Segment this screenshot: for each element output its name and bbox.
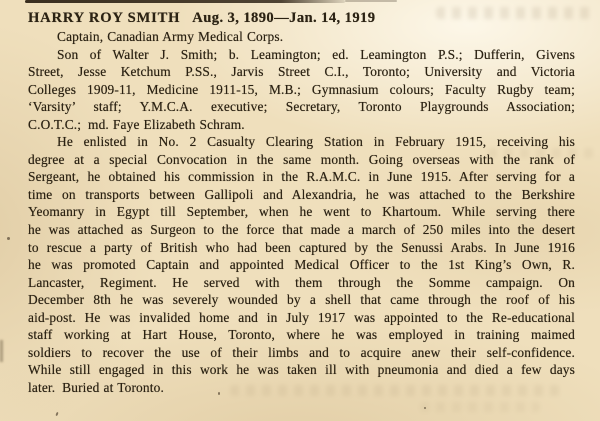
entry-heading <box>28 9 575 28</box>
bleedthrough-ghost-text <box>420 402 540 412</box>
text-line: Lancaster, Regiment. He served with them through the Somme campaign. On <box>28 274 575 290</box>
text-line: he was promoted Captain and appointed Medical Officer to the 1st King’s Own, R. <box>28 257 575 273</box>
text-line: Colleges 1909-11, Medicine 1911-15, M.B.; Gymnasium colours; Faculty Rugby team; <box>28 81 575 97</box>
text-line: staff working at Hart House, Toronto, where he was employed in training maimed <box>28 327 575 343</box>
ink-speck <box>7 237 10 240</box>
text-line: aid-post. He was invalided home and in July 1917 was appointed to the Re-educational <box>28 309 575 325</box>
entry-text-lines <box>28 28 575 396</box>
entry-dates: Aug. 3, 1890—Jan. 14, 1919 <box>192 10 376 26</box>
text-line: later. Buried at Toronto. <box>28 379 164 395</box>
text-line: ‘Varsity’ staff; Y.M.C.A. executive; Secretary, Toronto Playgrounds Association; <box>28 99 575 115</box>
text-line: While still engaged in this work he was taken ill with pneumonia and died a few days <box>28 362 575 378</box>
entry-body <box>28 9 575 396</box>
text-line: soldiers to recover the use of their limbs and to acquire anew their self-confidence. <box>28 344 575 360</box>
text-line: Yeomanry in Egypt till September, when he went to Khartoum. While serving there <box>28 204 575 220</box>
text-line: Street, Jesse Ketchum P.SS., Jarvis Street C.I., Toronto; University and Victoria <box>28 64 575 80</box>
text-line: December 8th he was severely wounded by a shell that came through the roof of his <box>28 292 575 308</box>
text-line: to rescue a party of British who had been captured by the Senussi Arabs. In June 1916 <box>28 239 575 255</box>
ink-speck <box>55 412 58 416</box>
text-line: time on transports between Gallipoli and Alexandria, he was attached to the Berkshire <box>28 186 575 202</box>
ink-speck <box>424 407 426 409</box>
entry-name: HARRY ROY SMITH <box>28 10 181 26</box>
text-line: Sergeant, he obtained his commission in the R.A.M.C. in June 1915. After serving for a <box>28 169 575 185</box>
text-line: degree at a special Convocation in the same month. Going overseas with the rank of <box>28 151 575 167</box>
scan-artifact-top-bar-tail <box>345 0 397 2</box>
text-line: he was attached as Surgeon to the force that made a march of 250 miles into the desert <box>28 222 575 238</box>
scan-artifact-top-bar <box>25 0 345 3</box>
text-line: Son of Walter J. Smith; b. Leamington; ed. Leamington P.S.; Dufferin, Givens <box>57 46 575 62</box>
text-line: Captain, Canadian Army Medical Corps. <box>57 29 284 44</box>
text-line: He enlisted in No. 2 Casualty Clearing Station in February 1915, receiving his <box>57 134 575 150</box>
scan-edge-smudge <box>0 340 3 362</box>
text-line: C.O.T.C.; md. Faye Elizabeth Schram. <box>28 116 245 132</box>
